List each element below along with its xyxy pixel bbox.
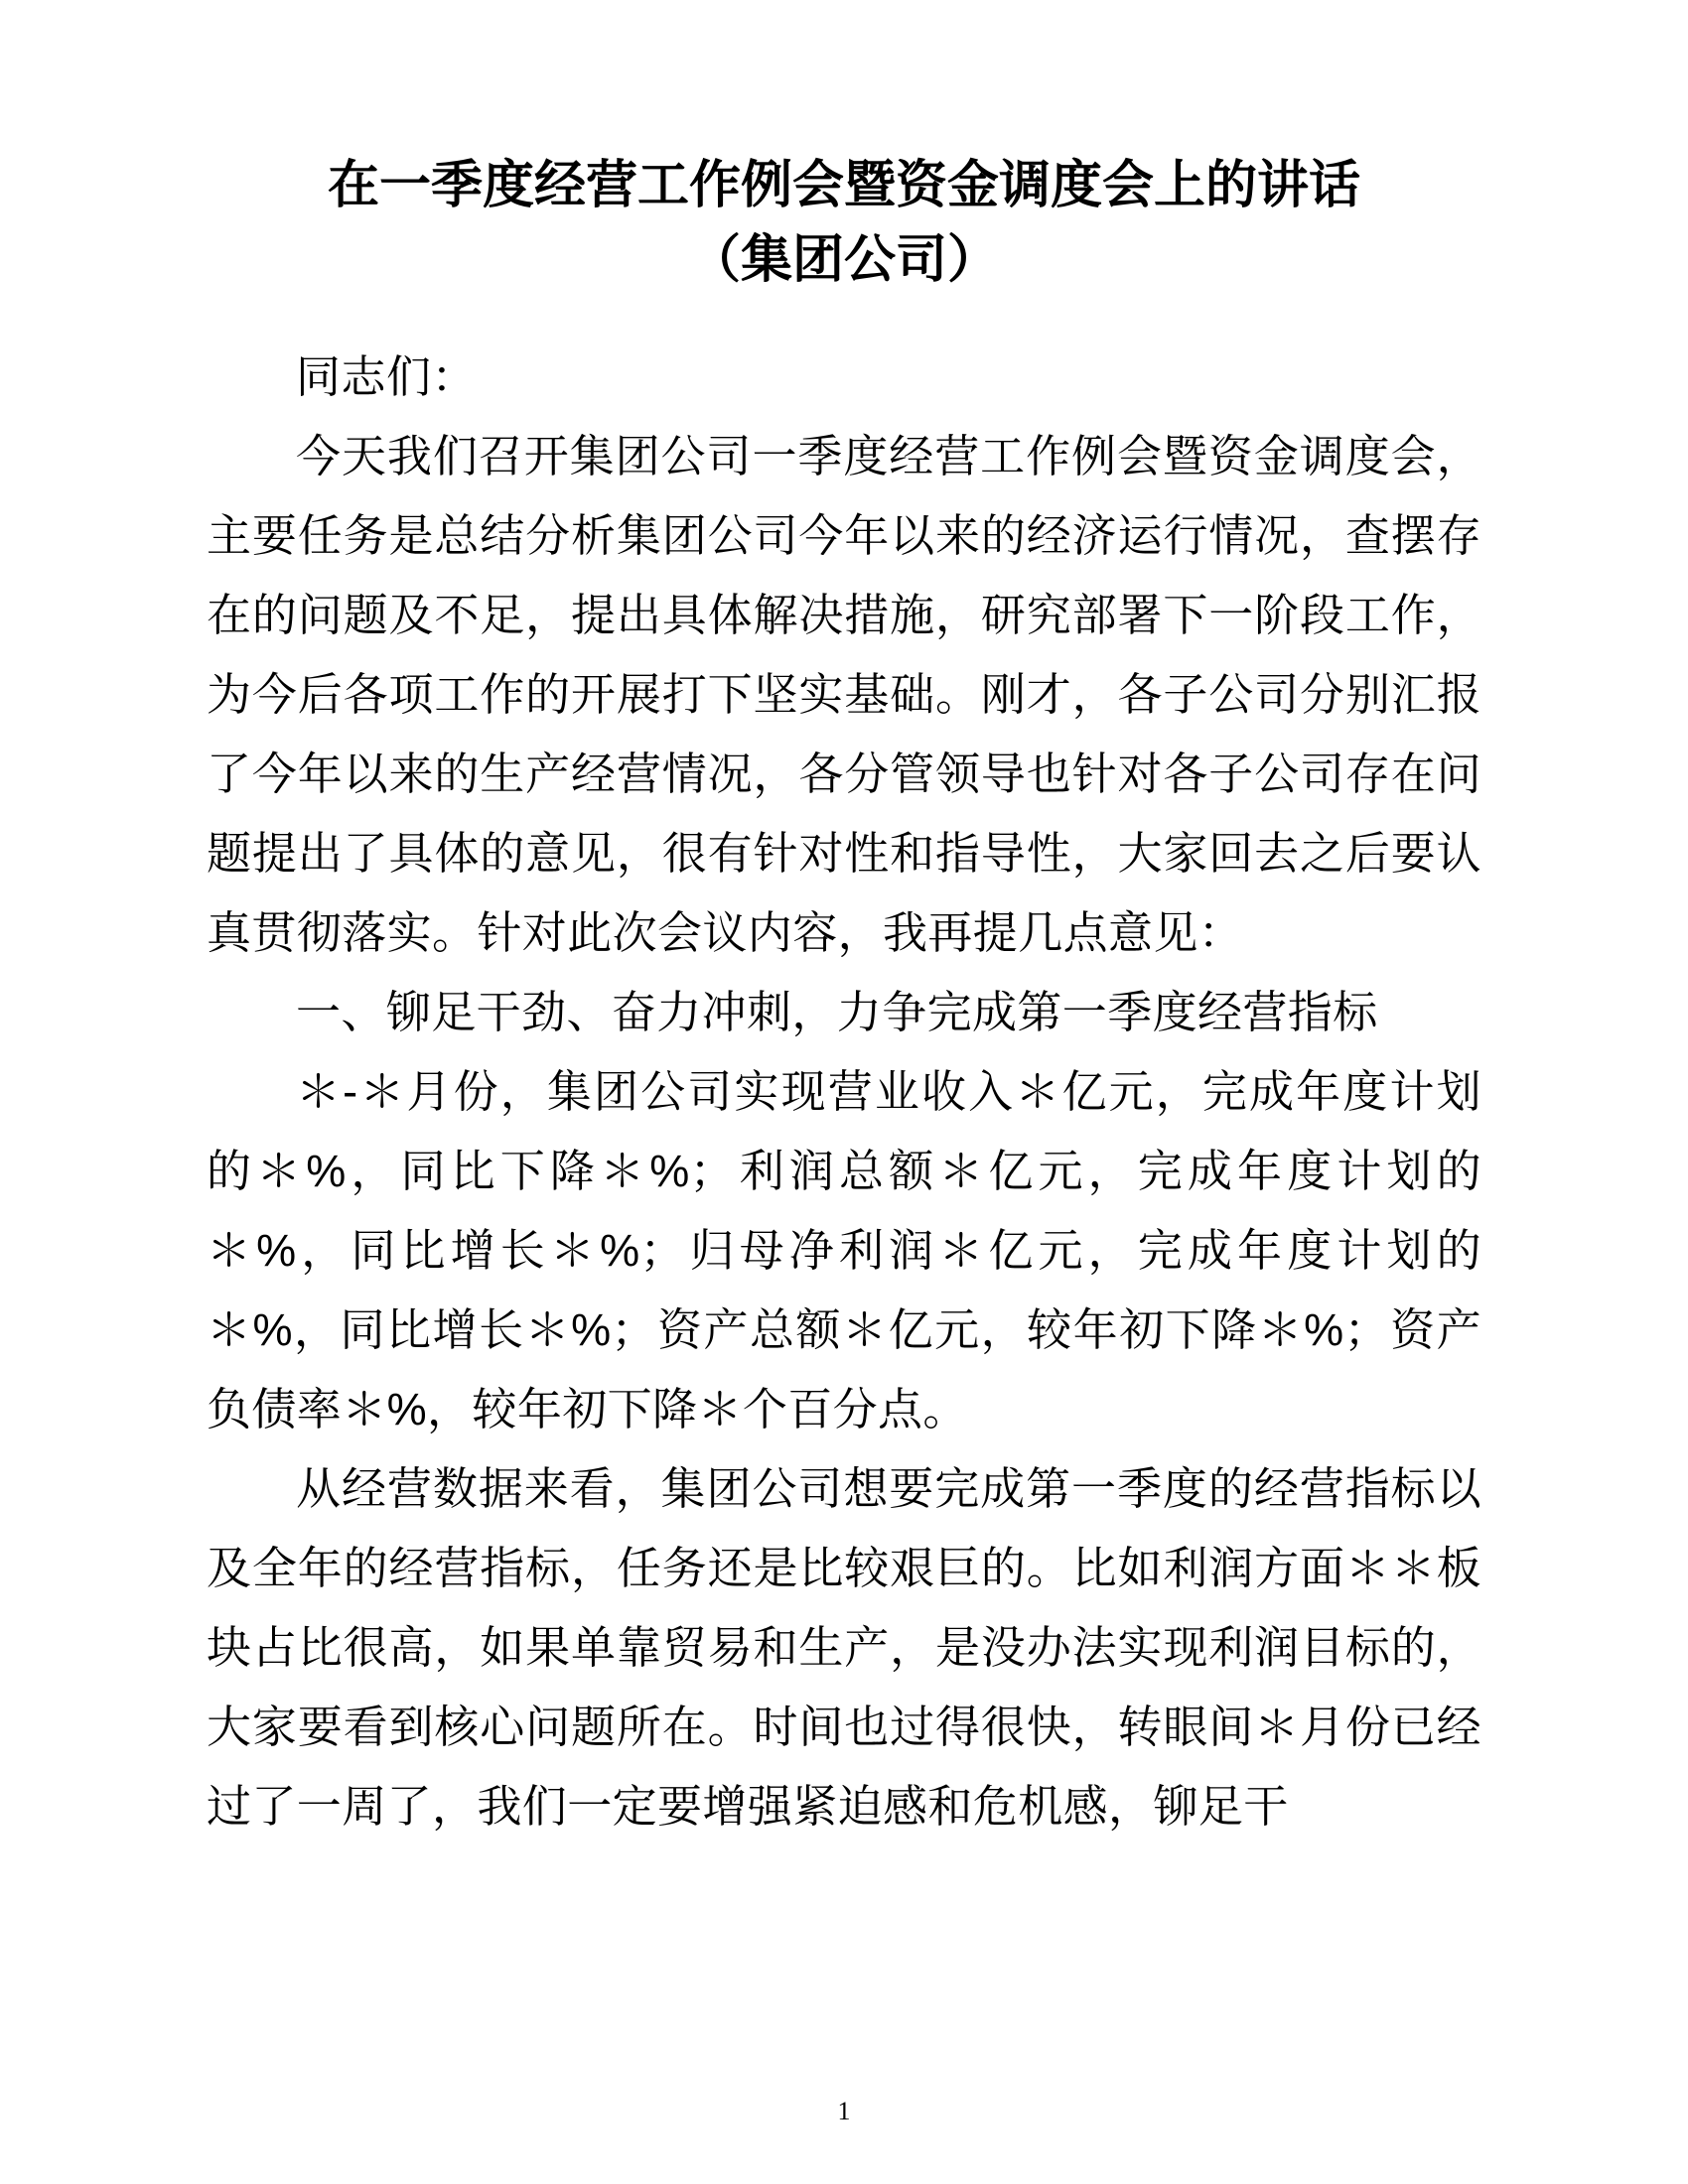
paragraph-analysis: 从经营数据来看，集团公司想要完成第一季度的经营指标以及全年的经营指标，任务还是比较艰巨的。比如利润方面＊＊板块占比很高，如果单靠贸易和生产，是没办法实现利润目标的，大家要看到核心问题所在。时间也过得很快，转眼间＊月份已经过了一周了，我们一定要增强紧迫感和危机感，铆足干 [207,1463,1481,1832]
salutation: 同志们： [296,351,478,402]
title-line-main: 在一季度经营工作例会暨资金调度会上的讲话 [327,157,1360,214]
paragraph-financial-data: ＊-＊月份，集团公司实现营业收入＊亿元，完成年度计划的＊%，同比下降＊%；利润总额＊亿元，完成年度计划的＊%，同比增长＊%；归母净利润＊亿元，完成年度计划的＊%，同比增长＊%；资产总额＊亿元，较年初下降＊%；资产负债率＊%，较年初下降＊个百分点。 [207,1066,1481,1434]
page-title [207,149,1481,298]
page-number: 1 [837,2097,851,2125]
paragraph-intro: 今天我们召开集团公司一季度经营工作例会暨资金调度会，主要任务是总结分析集团公司今年以来的经济运行情况，查摆存在的问题及不足，提出具体解决措施，研究部署下一阶段工作，为今后各项工作的开展打下坚实基础。刚才，各子公司分别汇报了今年以来的生产经营情况，各分管领导也针对各子公司存在问题提出了具体的意见，很有针对性和指导性，大家回去之后要认真贯彻落实。针对此次会议内容，我再提几点意见： [207,431,1481,958]
section-heading-one: 一、铆足干劲、奋力冲刺，力争完成第一季度经营指标 [296,987,1378,1037]
title-line-subtitle: （集团公司） [688,231,999,289]
